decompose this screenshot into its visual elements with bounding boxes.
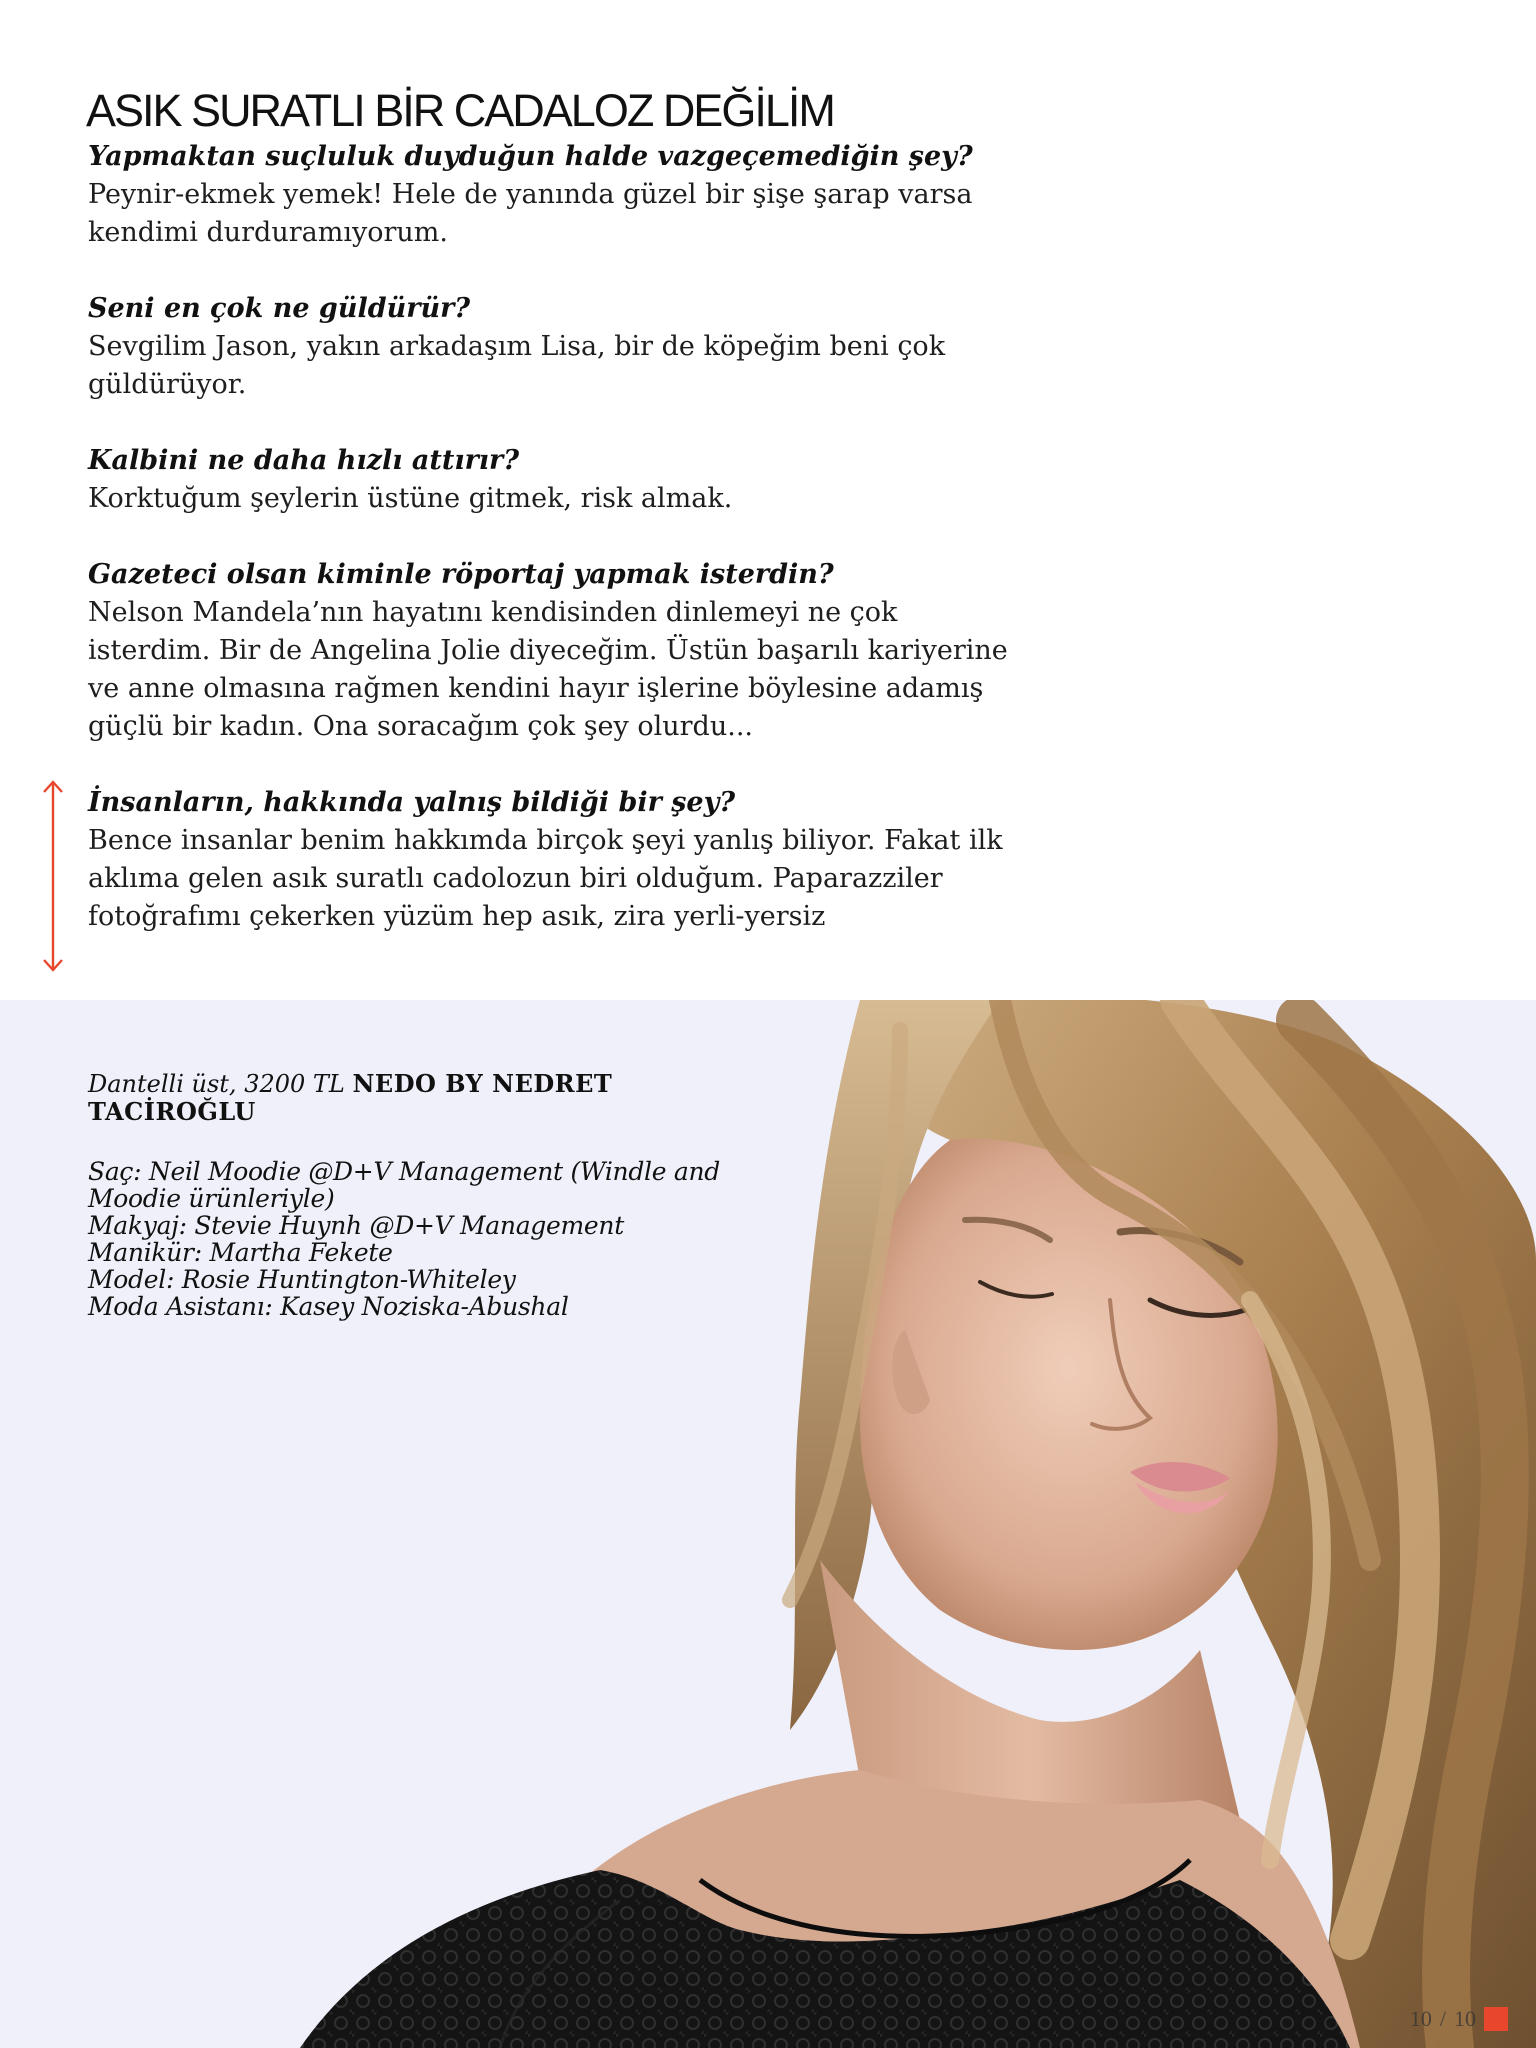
page-indicator xyxy=(1410,2006,1508,2032)
qa-answer: Sevgilim Jason, yakın arkadaşım Lisa, bir de köpeğim beni çok güldürüyor. xyxy=(88,331,946,400)
article xyxy=(88,84,1008,974)
outfit-brand: NEDO BY NEDRET TACİROĞLU xyxy=(88,1069,613,1126)
page-separator: / xyxy=(1439,2006,1446,2031)
qa-block xyxy=(88,442,1008,518)
qa-question: Yapmaktan suçluluk duyduğun halde vazgeçemediğin şey? xyxy=(88,141,973,172)
qa-question: Gazeteci olsan kiminle röportaj yapmak isterdin? xyxy=(88,559,834,590)
qa-question: Kalbini ne daha hızlı attırır? xyxy=(88,445,520,476)
credit-line: Moda Asistanı: Kasey Noziska-Abushal xyxy=(88,1292,569,1321)
qa-block xyxy=(88,784,1008,936)
qa-answer: Nelson Mandela’nın hayatını kendisinden dinlemeyi ne çok isterdim. Bir de Angelina Jolie diyeceğim. Üstün başarılı kariyerine ve anne olmasına rağmen kendini hayır işlerine böylesine adamış güçlü bir kadın. Ona soracağım çok şey olurdu... xyxy=(88,597,1008,742)
vertical-double-arrow-icon[interactable] xyxy=(40,778,66,974)
qa-block xyxy=(88,138,1008,252)
qa-question: Seni en çok ne güldürür? xyxy=(88,293,471,324)
credit-line: Manikür: Martha Fekete xyxy=(88,1238,393,1267)
qa-answer: Peynir-ekmek yemek! Hele de yanında güzel bir şişe şarap varsa kendimi durduramıyorum. xyxy=(88,179,973,248)
page-current: 10 xyxy=(1409,2006,1432,2031)
qa-question: İnsanların, hakkında yalnış bildiği bir şey? xyxy=(88,787,736,818)
page-total: 10 xyxy=(1454,2006,1476,2031)
qa-answer: Korktuğum şeylerin üstüne gitmek, risk almak. xyxy=(88,483,733,514)
article-headline: ASIK SURATLI BİR CADALOZ DEĞİLİM xyxy=(86,85,834,136)
qa-block xyxy=(88,556,1008,746)
qa-block xyxy=(88,290,1008,404)
credit-line: Makyaj: Stevie Huynh @D+V Management xyxy=(88,1211,624,1240)
red-square-icon[interactable] xyxy=(1484,2007,1508,2031)
qa-answer: Bence insanlar benim hakkımda birçok şeyi yanlış biliyor. Fakat ilk aklıma gelen asık suratlı cadolozun biri olduğum. Paparazziler fotoğrafımı çekerken yüzüm hep asık, zira yerli-yersiz xyxy=(88,825,1003,932)
outfit-caption xyxy=(88,1070,728,1126)
credit-line: Model: Rosie Huntington-Whiteley xyxy=(88,1265,516,1294)
outfit-item: Dantelli üst, 3200 TL xyxy=(88,1070,345,1098)
credit-line: Saç: Neil Moodie @D+V Management (Windle and Moodie ürünleriyle) xyxy=(88,1157,721,1213)
photo-credits xyxy=(88,1070,728,1320)
